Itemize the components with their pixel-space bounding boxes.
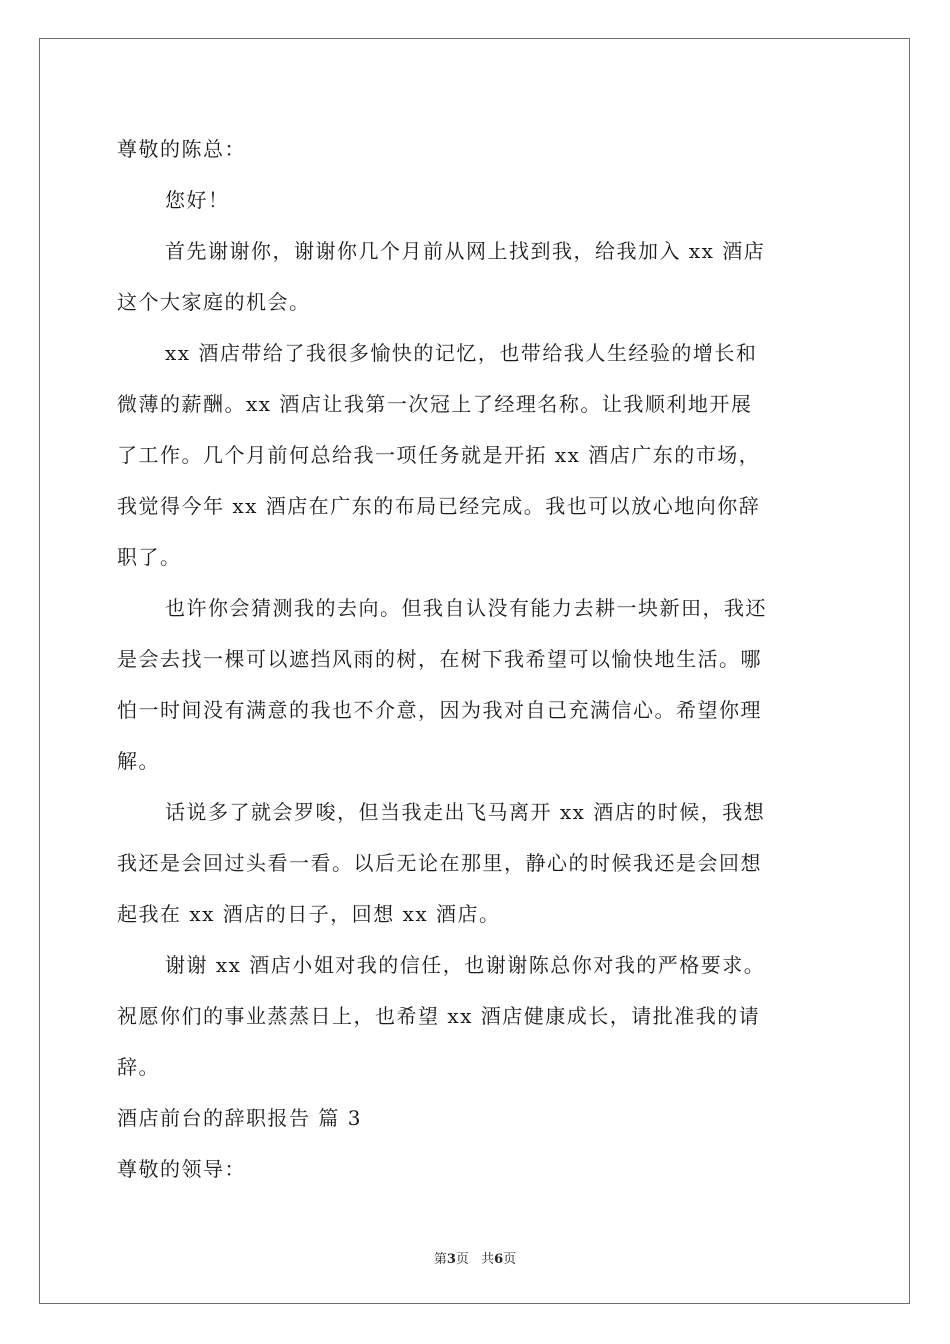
paragraph-2-line-2: 微薄的薪酬。xx 酒店让我第一次冠上了经理名称。让我顺利地开展 <box>117 392 753 416</box>
paragraph-5-line-1: 谢谢 xx 酒店小姐对我的信任，也谢谢陈总你对我的严格要求。 <box>165 953 766 977</box>
paragraph-2-line-1: xx 酒店带给了我很多愉快的记忆，也带给我人生经验的增长和 <box>165 341 758 365</box>
paragraph-2-line-3: 了工作。几个月前何总给我一项任务就是开拓 xx 酒店广东的市场， <box>117 443 761 467</box>
total-suffix: 页 <box>503 1252 517 1267</box>
paragraph-4-line-1: 话说多了就会罗唆，但当我走出飞马离开 xx 酒店的时候，我想 <box>165 800 766 824</box>
paragraph-3-line-1: 也许你会猜测我的去向。但我自认没有能力去耕一块新田，我还 <box>165 596 767 620</box>
paragraph-3-line-4: 解。 <box>117 749 160 773</box>
page-footer <box>0 1248 950 1267</box>
paragraph-3-line-3: 怕一时间没有满意的我也不介意，因为我对自己充满信心。希望你理 <box>117 698 762 722</box>
paragraph-4-line-2: 我还是会回过头看一看。以后无论在那里，静心的时候我还是会回想 <box>117 851 762 875</box>
paragraph-2-line-4: 我觉得今年 xx 酒店在广东的布局已经完成。我也可以放心地向你辞 <box>117 494 761 518</box>
paragraph-4-line-3: 起我在 xx 酒店的日子，回想 xx 酒店。 <box>117 902 501 926</box>
section-salutation: 尊敬的领导： <box>117 1157 246 1181</box>
salutation: 尊敬的陈总： <box>117 137 246 161</box>
paragraph-2-line-5: 职了。 <box>117 545 182 569</box>
greeting: 您好！ <box>165 188 230 212</box>
page-number <box>434 1252 469 1267</box>
paragraph-1-line-2: 这个大家庭的机会。 <box>117 290 311 314</box>
current-page: 3 <box>446 1252 456 1267</box>
page-suffix: 页 <box>455 1252 469 1267</box>
total-prefix: 共 <box>481 1252 495 1267</box>
paragraph-5-line-3: 辞。 <box>117 1055 160 1079</box>
section-title: 酒店前台的辞职报告 篇 3 <box>117 1106 362 1130</box>
paragraph-3-line-2: 是会去找一棵可以遮挡风雨的树，在树下我希望可以愉快地生活。哪 <box>117 647 762 671</box>
page-total <box>481 1252 516 1267</box>
total-pages: 6 <box>494 1252 504 1267</box>
paragraph-1-line-1: 首先谢谢你，谢谢你几个月前从网上找到我，给我加入 xx 酒店 <box>165 239 766 263</box>
page-prefix: 第 <box>433 1252 447 1267</box>
document-body <box>117 124 833 1195</box>
paragraph-5-line-2: 祝愿你们的事业蒸蒸日上，也希望 xx 酒店健康成长，请批准我的请 <box>117 1004 761 1028</box>
